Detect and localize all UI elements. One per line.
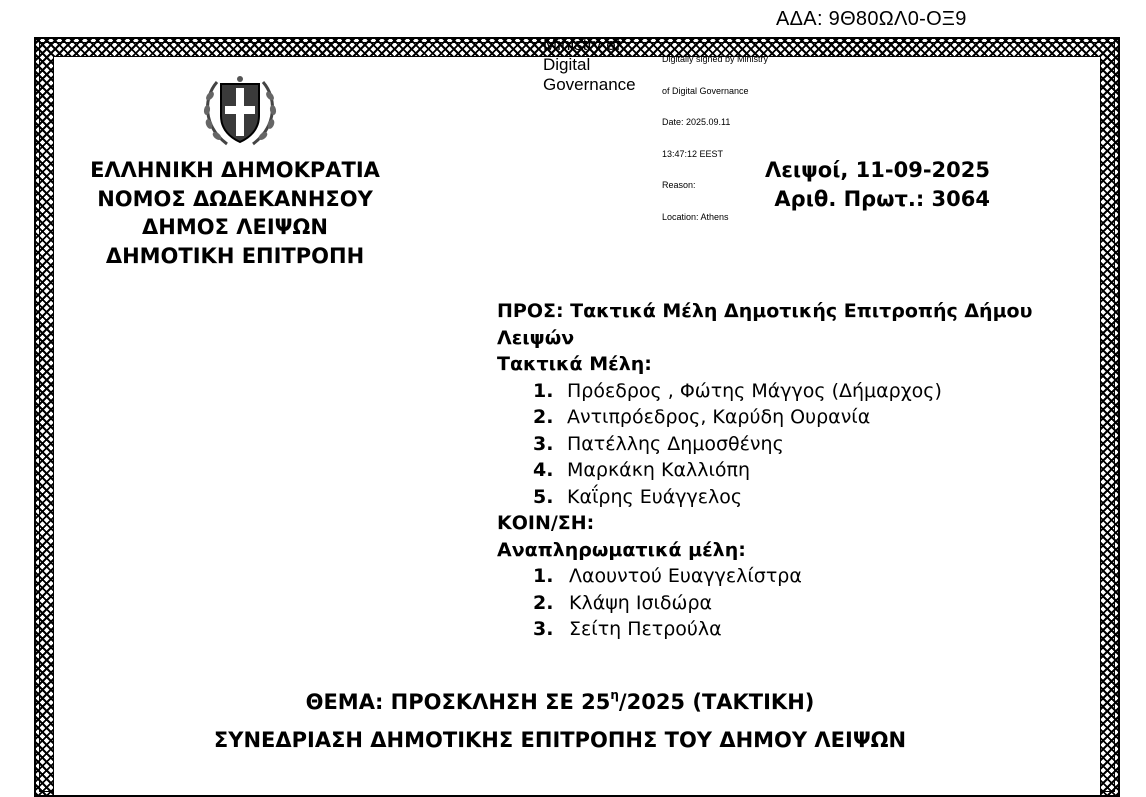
cc-title: ΚΟΙΝ/ΣΗ: bbox=[497, 512, 595, 534]
header-line: ΕΛΛΗΝΙΚΗ ΔΗΜΟΚΡΑΤΙΑ bbox=[90, 158, 380, 182]
signature-detail-line: Location: Athens bbox=[662, 211, 729, 222]
list-item bbox=[497, 484, 1077, 511]
item-name: Καΐρης Ευάγγελος bbox=[567, 485, 743, 508]
protocol-number: Αριθ. Πρωτ.: 3064 bbox=[774, 186, 990, 211]
item-number: 4. bbox=[533, 459, 554, 481]
header-line: ΔΗΜΟΤΙΚΗ ΕΠΙΤΡΟΠΗ bbox=[105, 243, 365, 268]
item-number: 1. bbox=[533, 379, 554, 402]
item-number: 2. bbox=[533, 591, 554, 614]
item-number: 5. bbox=[533, 485, 554, 508]
ada-code: ΑΔΑ: 9Θ80ΩΛ0-ΟΞ9 bbox=[776, 8, 967, 30]
header-line: ΝΟΜΟΣ ΔΩΔΕΚΑΝΗΣΟΥ bbox=[97, 186, 373, 211]
signature-detail-line: Digitally signed by Ministry bbox=[662, 54, 769, 64]
list-item bbox=[497, 616, 1077, 643]
item-number: 1. bbox=[533, 565, 554, 587]
ordinal-superscript: η bbox=[610, 688, 619, 702]
members-title: Τακτικά Μέλη: bbox=[497, 353, 652, 375]
item-name: Κλάψη Ισιδώρα bbox=[569, 591, 713, 614]
alternates-title: Αναπληρωματικά μέλη: bbox=[497, 538, 746, 561]
signature-name bbox=[543, 35, 636, 95]
members-list bbox=[497, 378, 1077, 511]
date-protocol-header bbox=[690, 156, 990, 213]
recipients-block bbox=[497, 298, 1077, 643]
list-item bbox=[497, 563, 1077, 590]
item-name: Πατέλλης Δημοσθένης bbox=[567, 432, 784, 455]
authority-header bbox=[60, 156, 410, 270]
alternates-list bbox=[497, 563, 1077, 643]
to-line-continued: Λειψών bbox=[497, 326, 575, 349]
item-number: 2. bbox=[533, 406, 554, 428]
signature-detail-line: of Digital Governance bbox=[662, 85, 749, 96]
subject-line-2: ΣΥΝΕΔΡΙΑΣΗ ΔΗΜΟΤΙΚΗΣ ΕΠΙΤΡΟΠΗΣ ΤΟΥ ΔΗΜΟΥ ΛΕΙΨΩΝ bbox=[213, 728, 907, 752]
list-item bbox=[497, 590, 1077, 617]
subject-line bbox=[60, 683, 1060, 721]
item-name: Αντιπρόεδρος, Καρύδη Ουρανία bbox=[567, 406, 871, 428]
signature-name-line: Digital bbox=[543, 55, 591, 74]
item-number: 3. bbox=[533, 618, 554, 640]
signature-detail-line: Date: 2025.09.11 bbox=[662, 117, 731, 127]
list-item bbox=[497, 404, 1077, 431]
signature-name-line: Ministry of bbox=[543, 35, 621, 54]
item-number: 3. bbox=[533, 432, 554, 455]
subject-block bbox=[60, 683, 1060, 759]
list-item bbox=[497, 378, 1077, 405]
greek-coat-of-arms-icon bbox=[197, 70, 283, 150]
digital-signature bbox=[543, 35, 803, 222]
item-name: Μαρκάκη Καλλιόπη bbox=[567, 459, 750, 481]
subject-prefix: ΘΕΜΑ: ΠΡΟΣΚΛΗΣΗ ΣΕ 25 bbox=[305, 690, 611, 714]
list-item bbox=[497, 457, 1077, 484]
subject-suffix: /2025 (ΤΑΚΤΙΚΗ) bbox=[618, 690, 815, 714]
signature-name-line: Governance bbox=[543, 75, 636, 94]
signature-detail-line: 13:47:12 EEST bbox=[662, 148, 724, 159]
header-line: ΔΗΜΟΣ ΛΕΙΨΩΝ bbox=[142, 215, 328, 239]
signature-detail-line: Reason: bbox=[662, 180, 696, 190]
to-line: ΠΡΟΣ: Τακτικά Μέλη Δημοτικής Επιτροπής Δήμου bbox=[497, 300, 1033, 322]
item-name: Σείτη Πετρούλα bbox=[569, 618, 722, 640]
document-date: Λειψοί, 11-09-2025 bbox=[764, 158, 990, 182]
item-name: Λαουντού Ευαγγελίστρα bbox=[569, 565, 802, 587]
list-item bbox=[497, 431, 1077, 458]
item-name: Πρόεδρος , Φώτης Μάγγος (Δήμαρχος) bbox=[567, 379, 942, 402]
